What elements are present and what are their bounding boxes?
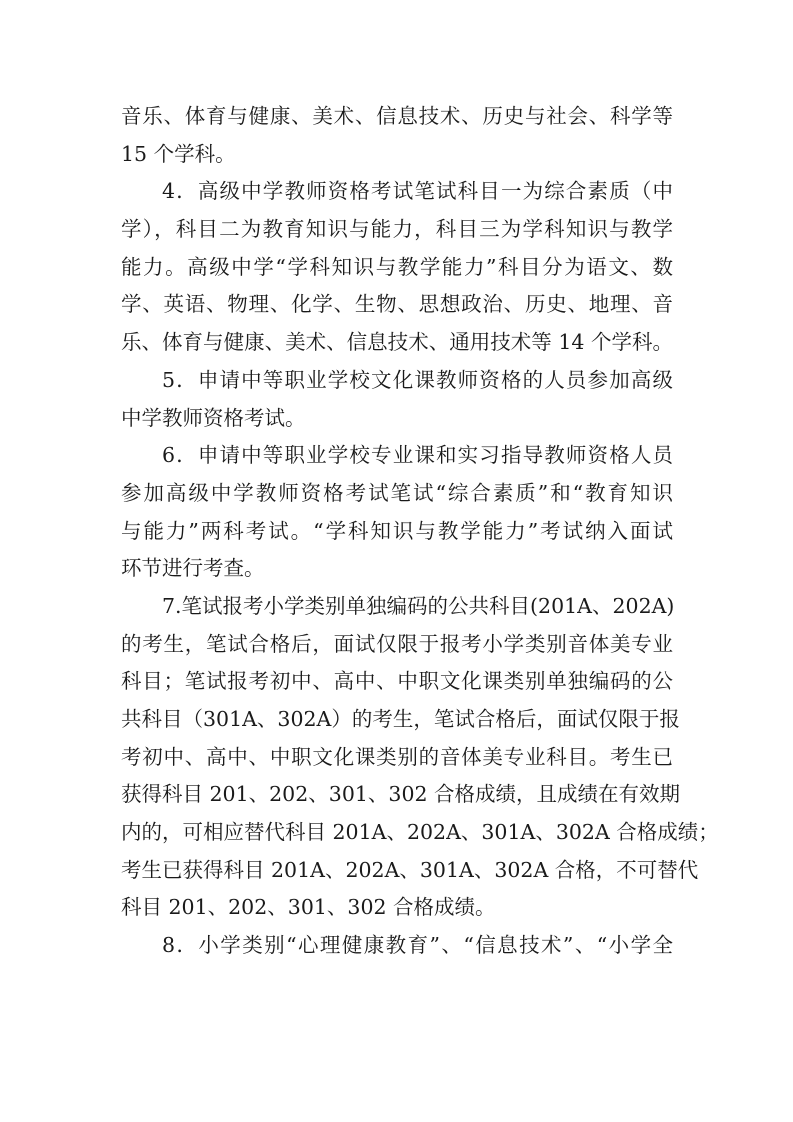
text-line: 能力。高级中学“学科知识与教学能力”科目分为语文、数 xyxy=(121,254,673,279)
text-line: 共科目（301A、302A）的考生，笔试合格后，面试仅限于报 xyxy=(121,707,680,731)
text-line: 与能力”两科考试。“学科知识与教学能力”考试纳入面试 xyxy=(121,518,673,543)
text-line: 考初中、高中、中职文化课类别的音体美专业科目。考生已 xyxy=(121,744,673,769)
text-line: 7.笔试报考小学类别单独编码的公共科目(201A、202A) xyxy=(162,593,675,618)
text-line: 环节进行考查。 xyxy=(121,556,265,581)
text-line: 15 个学科。 xyxy=(121,141,236,166)
text-line: 6．申请中等职业学校专业课和实习指导教师资格人员 xyxy=(162,443,673,468)
text-line: 学、英语、物理、化学、生物、思想政治、历史、地理、音 xyxy=(121,292,673,317)
text-line: 获得科目 201、202、301、302 合格成绩，且成绩在有效期 xyxy=(121,782,681,807)
text-line: 8．小学类别“心理健康教育”、“信息技术”、“小学全 xyxy=(162,933,673,958)
body-text xyxy=(121,98,719,965)
text-line: 中学教师资格考试。 xyxy=(121,405,306,430)
text-line: 5．申请中等职业学校文化课教师资格的人员参加高级 xyxy=(162,367,673,392)
text-line: 音乐、体育与健康、美术、信息技术、历史与社会、科学等 xyxy=(121,104,673,128)
text-line: 4．高级中学教师资格考试笔试科目一为综合素质（中 xyxy=(162,179,673,204)
text-line: 参加高级中学教师资格考试笔试“综合素质”和“教育知识 xyxy=(121,480,673,505)
text-line: 科目 201、202、301、302 合格成绩。 xyxy=(121,895,496,920)
text-line: 的考生，笔试合格后，面试仅限于报考小学类别音体美专业 xyxy=(121,631,673,656)
text-line: 学），科目二为教育知识与能力，科目三为学科知识与教学 xyxy=(121,217,673,242)
text-line: 内的，可相应替代科目 201A、202A、301A、302A 合格成绩； xyxy=(121,820,719,845)
text-line: 乐、体育与健康、美术、信息技术、通用技术等 14 个学科。 xyxy=(121,330,673,355)
text-line: 科目；笔试报考初中、高中、中职文化课类别单独编码的公 xyxy=(121,669,673,694)
text-line: 考生已获得科目 201A、202A、301A、302A 合格，不可替代 xyxy=(121,857,699,882)
